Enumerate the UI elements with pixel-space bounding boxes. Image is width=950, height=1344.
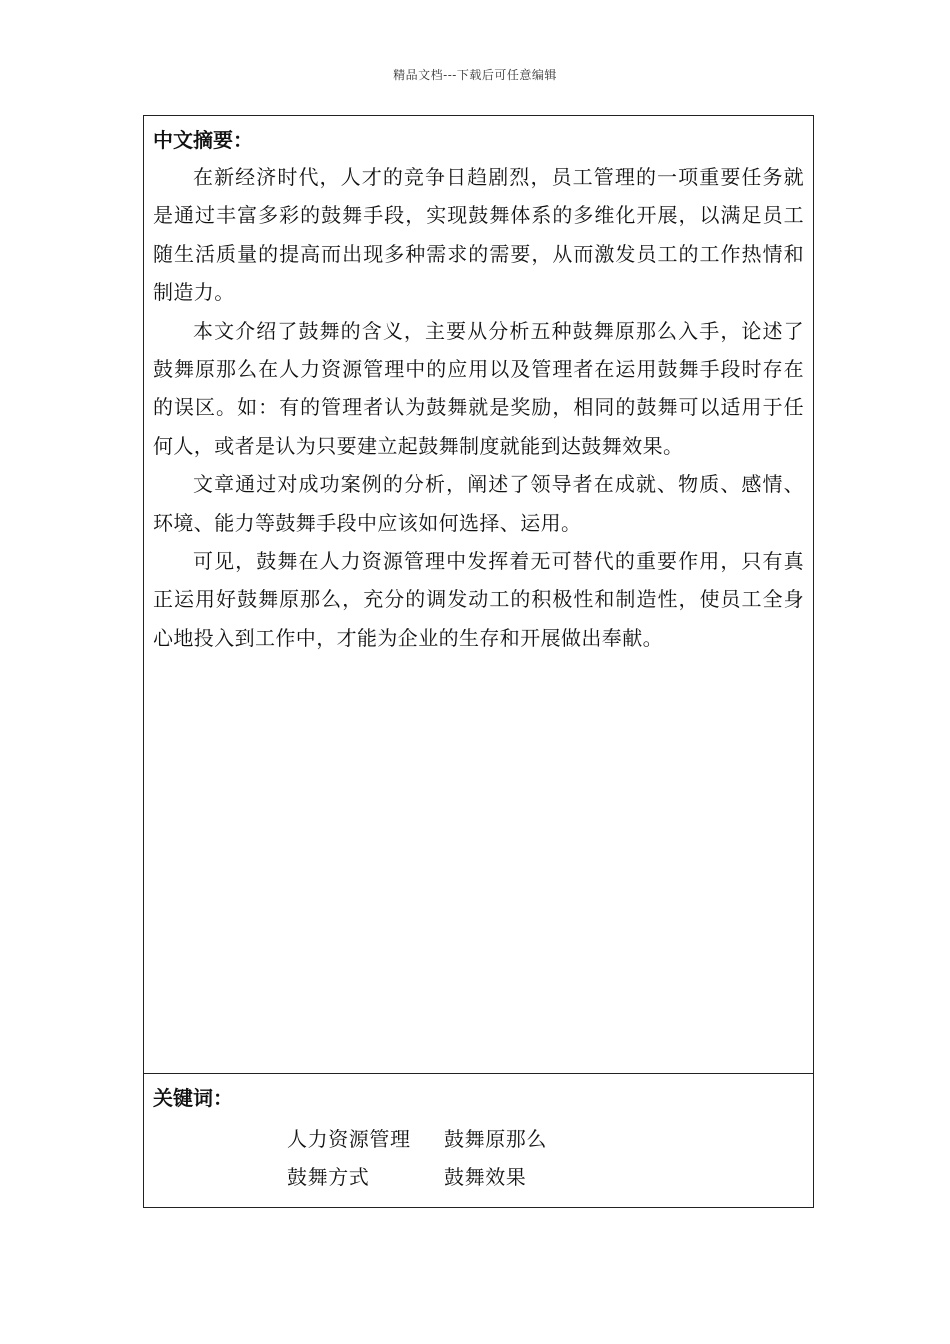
- keyword-item: 鼓舞方式: [287, 1165, 370, 1189]
- abstract-paragraph: 在新经济时代，人才的竞争日趋剧烈，员工管理的一项重要任务就是通过丰富多彩的鼓舞手段，实现鼓舞体系的多维化开展，以满足员工随生活质量的提高而出现多种需求的需要，从而激发员工的工作热情和制造力。: [153, 165, 804, 305]
- keywords-title: 关键词：: [153, 1086, 233, 1110]
- abstract-section: [144, 116, 813, 1074]
- keywords-row: [287, 1120, 601, 1158]
- keywords-row: [287, 1158, 601, 1196]
- keyword-item: 鼓舞原那么: [444, 1127, 547, 1151]
- keywords-section: [144, 1074, 813, 1207]
- keyword-item: 鼓舞效果: [444, 1165, 527, 1189]
- abstract-paragraph: 可见，鼓舞在人力资源管理中发挥着无可替代的重要作用，只有真正运用好鼓舞原那么，充分的调发动工的积极性和制造性，使员工全身心地投入到工作中，才能为企业的生存和开展做出奉献。: [153, 549, 804, 650]
- abstract-paragraph: 文章通过对成功案例的分析，阐述了领导者在成就、物质、感情、环境、能力等鼓舞手段中应该如何选择、运用。: [153, 472, 804, 535]
- keyword-item: 人力资源管理: [287, 1127, 411, 1151]
- abstract-paragraph: 本文介绍了鼓舞的含义，主要从分析五种鼓舞原那么入手，论述了鼓舞原那么在人力资源管理中的应用以及管理者在运用鼓舞手段时存在的误区。如：有的管理者认为鼓舞就是奖励，相同的鼓舞可以适用于任何人，或者是认为只要建立起鼓舞制度就能到达鼓舞效果。: [153, 318, 804, 458]
- abstract-form-table: [143, 115, 814, 1208]
- keywords-list: [287, 1120, 601, 1196]
- page-header: 精品文档---下载后可任意编辑: [393, 68, 557, 82]
- abstract-title: 中文摘要：: [153, 128, 253, 152]
